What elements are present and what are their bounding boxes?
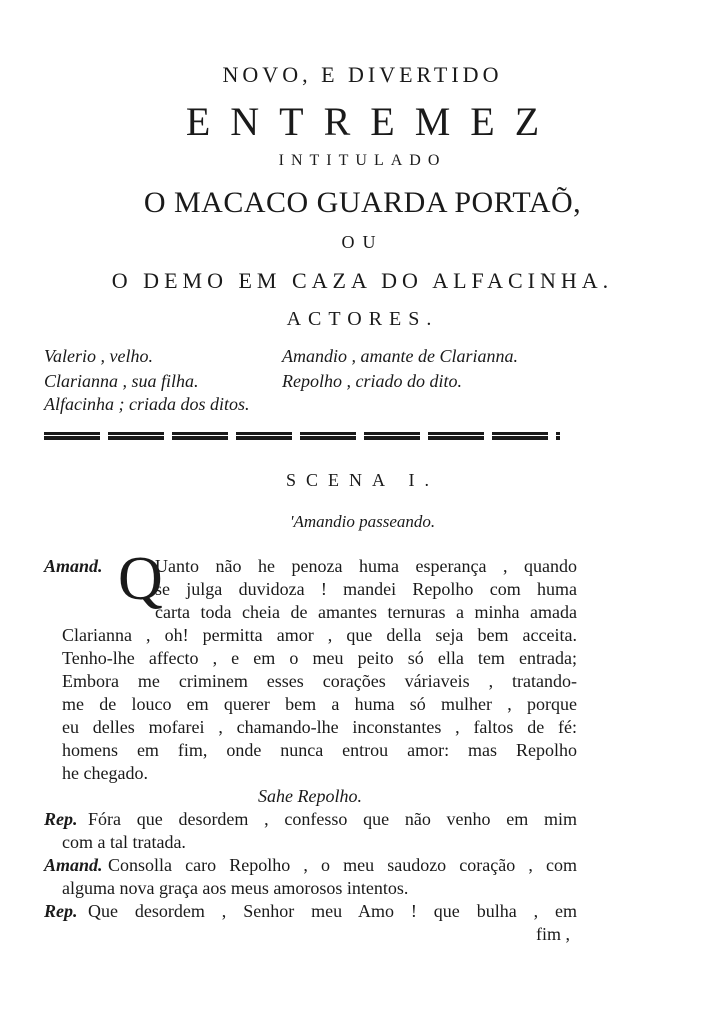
- dialogue-line: se julga duvidoza ! mandei Repolho com huma: [155, 579, 577, 599]
- dialogue-line: carta toda cheia de amantes ternuras a minha amada: [155, 602, 577, 622]
- stage-direction: Sahe Repolho.: [258, 786, 362, 806]
- dialogue-line: Clarianna , oh! permitta amor , que della seja bem acceita.: [62, 625, 577, 645]
- cast-item: Clarianna , sua filha.: [44, 371, 199, 391]
- speaker-label: Rep.: [44, 809, 78, 829]
- title-line-1: NOVO, E DIVERTIDO: [222, 62, 503, 87]
- dialogue-line: Que desordem , Senhor meu Amo ! que bulha , em: [88, 901, 577, 921]
- dialogue-line: Fóra que desordem , confesso que não venho em mim: [88, 809, 577, 829]
- cast-item: Alfacinha ; criada dos ditos.: [44, 394, 250, 414]
- cast-item: Repolho , criado do dito.: [282, 371, 462, 391]
- dialogue-line: eu delles mofarei , chamando-lhe inconstantes , faltos de fé:: [62, 717, 577, 737]
- dialogue-line: Consolla caro Repolho , o meu saudozo coração , com: [108, 855, 577, 875]
- dialogue-line: com a tal tratada.: [62, 832, 186, 852]
- stage-direction: 'Amandio passeando.: [289, 512, 436, 531]
- actores-heading: ACTORES.: [286, 308, 439, 330]
- cast-item: Valerio , velho.: [44, 346, 153, 366]
- title-subtitle: O DEMO EM CAZA DO ALFACINHA.: [111, 268, 614, 293]
- ornamental-rule: [44, 432, 560, 440]
- cast-item: Amandio , amante de Clarianna.: [282, 346, 518, 366]
- speaker-label: Amand.: [44, 855, 103, 875]
- catchword: fim ,: [536, 924, 570, 944]
- dialogue-line: Tenho-lhe affecto , e em o meu peito só ella tem entrada;: [62, 648, 577, 668]
- title-main: O MACACO GUARDA PORTAÕ,: [143, 186, 582, 219]
- title-intitulado: INTITULADO: [278, 152, 447, 169]
- dialogue-line: alguma nova graça aos meus amorosos intentos.: [62, 878, 409, 898]
- title-ou: OU: [341, 232, 384, 252]
- dialogue-line: Embora me criminem esses corações váriaveis , tratando-: [62, 671, 577, 691]
- dialogue-line: he chegado.: [62, 763, 148, 783]
- scene-heading: SCENA I.: [285, 470, 439, 490]
- drop-cap: Q: [118, 545, 163, 613]
- dialogue-line: me de louco em querer bem a huma só mulher , porque: [62, 694, 577, 714]
- speaker-label: Amand.: [44, 556, 103, 576]
- dialogue-line: homens em fim, onde nunca entrou amor: mas Repolho: [62, 740, 577, 760]
- speaker-label: Rep.: [44, 901, 78, 921]
- title-entremez: ENTREMEZ: [185, 99, 560, 144]
- dialogue-line: Uanto não he penoza huma esperança , quando: [155, 556, 577, 576]
